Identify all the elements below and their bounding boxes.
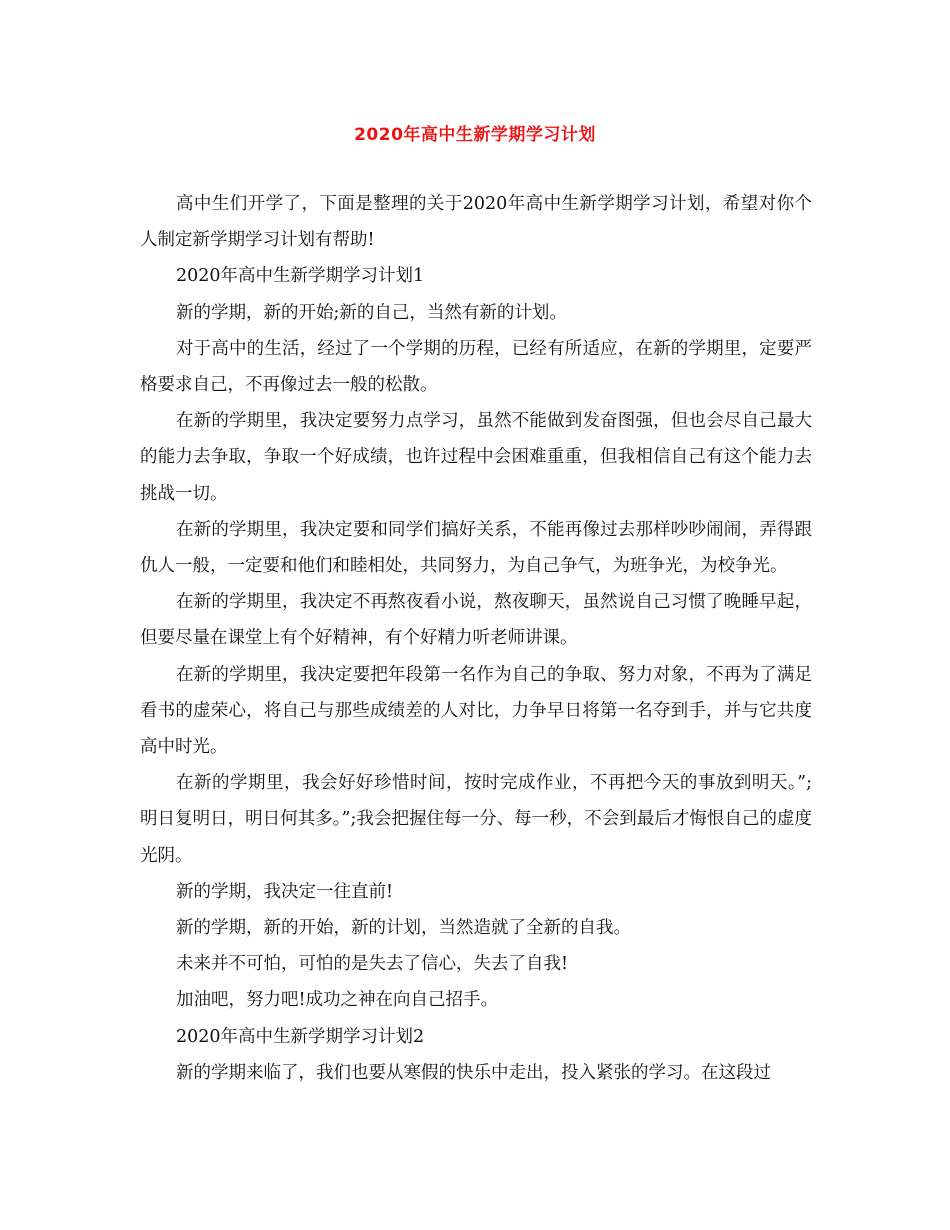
paragraph: 新的学期，新的开始;新的自己，当然有新的计划。 [176,302,567,323]
document-body [140,186,812,1091]
paragraph: 在新的学期里，我决定要和同学们搞好关系，不能再像过去那样吵吵闹闹，弄得跟仇人一般，一定要和他们和睦相处，共同努力，为自己争气，为班争光，为校争光。 [140,519,812,577]
section-heading-plan-1: 2020年高中生新学期学习计划1 [176,266,425,287]
paragraph: 新的学期，新的开始，新的计划，当然造就了全新的自我。 [176,918,631,939]
paragraph: 新的学期来临了，我们也要从寒假的快乐中走出，投入紧张的学习。在这段过 [176,1062,771,1083]
paragraph: 在新的学期里，我决定要把年段第一名作为自己的争取、努力对象，不再为了满足看书的虚荣心，将自己与那些成绩差的人对比，力争早日将第一名夺到手，并与它共度高中时光。 [140,664,812,758]
paragraph: 在新的学期里，我决定不再熬夜看小说，熬夜聊天，虽然说自己习惯了晚睡早起，但要尽量在课堂上有个好精神，有个好精力听老师讲课。 [140,592,812,649]
paragraph: 新的学期，我决定一往直前! [176,881,394,902]
paragraph: 在新的学期里，我决定要努力点学习，虽然不能做到发奋图强，但也会尽自己最大的能力去争取，争取一个好成绩，也许过程中会困难重重，但我相信自己有这个能力去挑战一切。 [140,411,812,504]
document-title: 2020年高中生新学期学习计划 [354,125,596,145]
section-heading-plan-2: 2020年高中生新学期学习计划2 [176,1026,425,1047]
paragraph-intro: 高中生们开学了，下面是整理的关于2020年高中生新学期学习计划，希望对你个人制定新学期学习计划有帮助! [140,194,812,251]
paragraph: 对于高中的生活，经过了一个学期的历程，已经有所适应，在新的学期里，定要严格要求自己，不再像过去一般的松散。 [140,338,812,396]
paragraph: 加油吧，努力吧!成功之神在向自己招手。 [176,990,499,1011]
paragraph: 在新的学期里，我会好好珍惜时间，按时完成作业，不再把今天的事放到明天。”;明日复明日，明日何其多。”;我会把握住每一分、每一秒，不会到最后才悔恨自己的虚度光阴。 [140,773,812,866]
paragraph: 未来并不可怕，可怕的是失去了信心，失去了自我! [176,954,569,975]
